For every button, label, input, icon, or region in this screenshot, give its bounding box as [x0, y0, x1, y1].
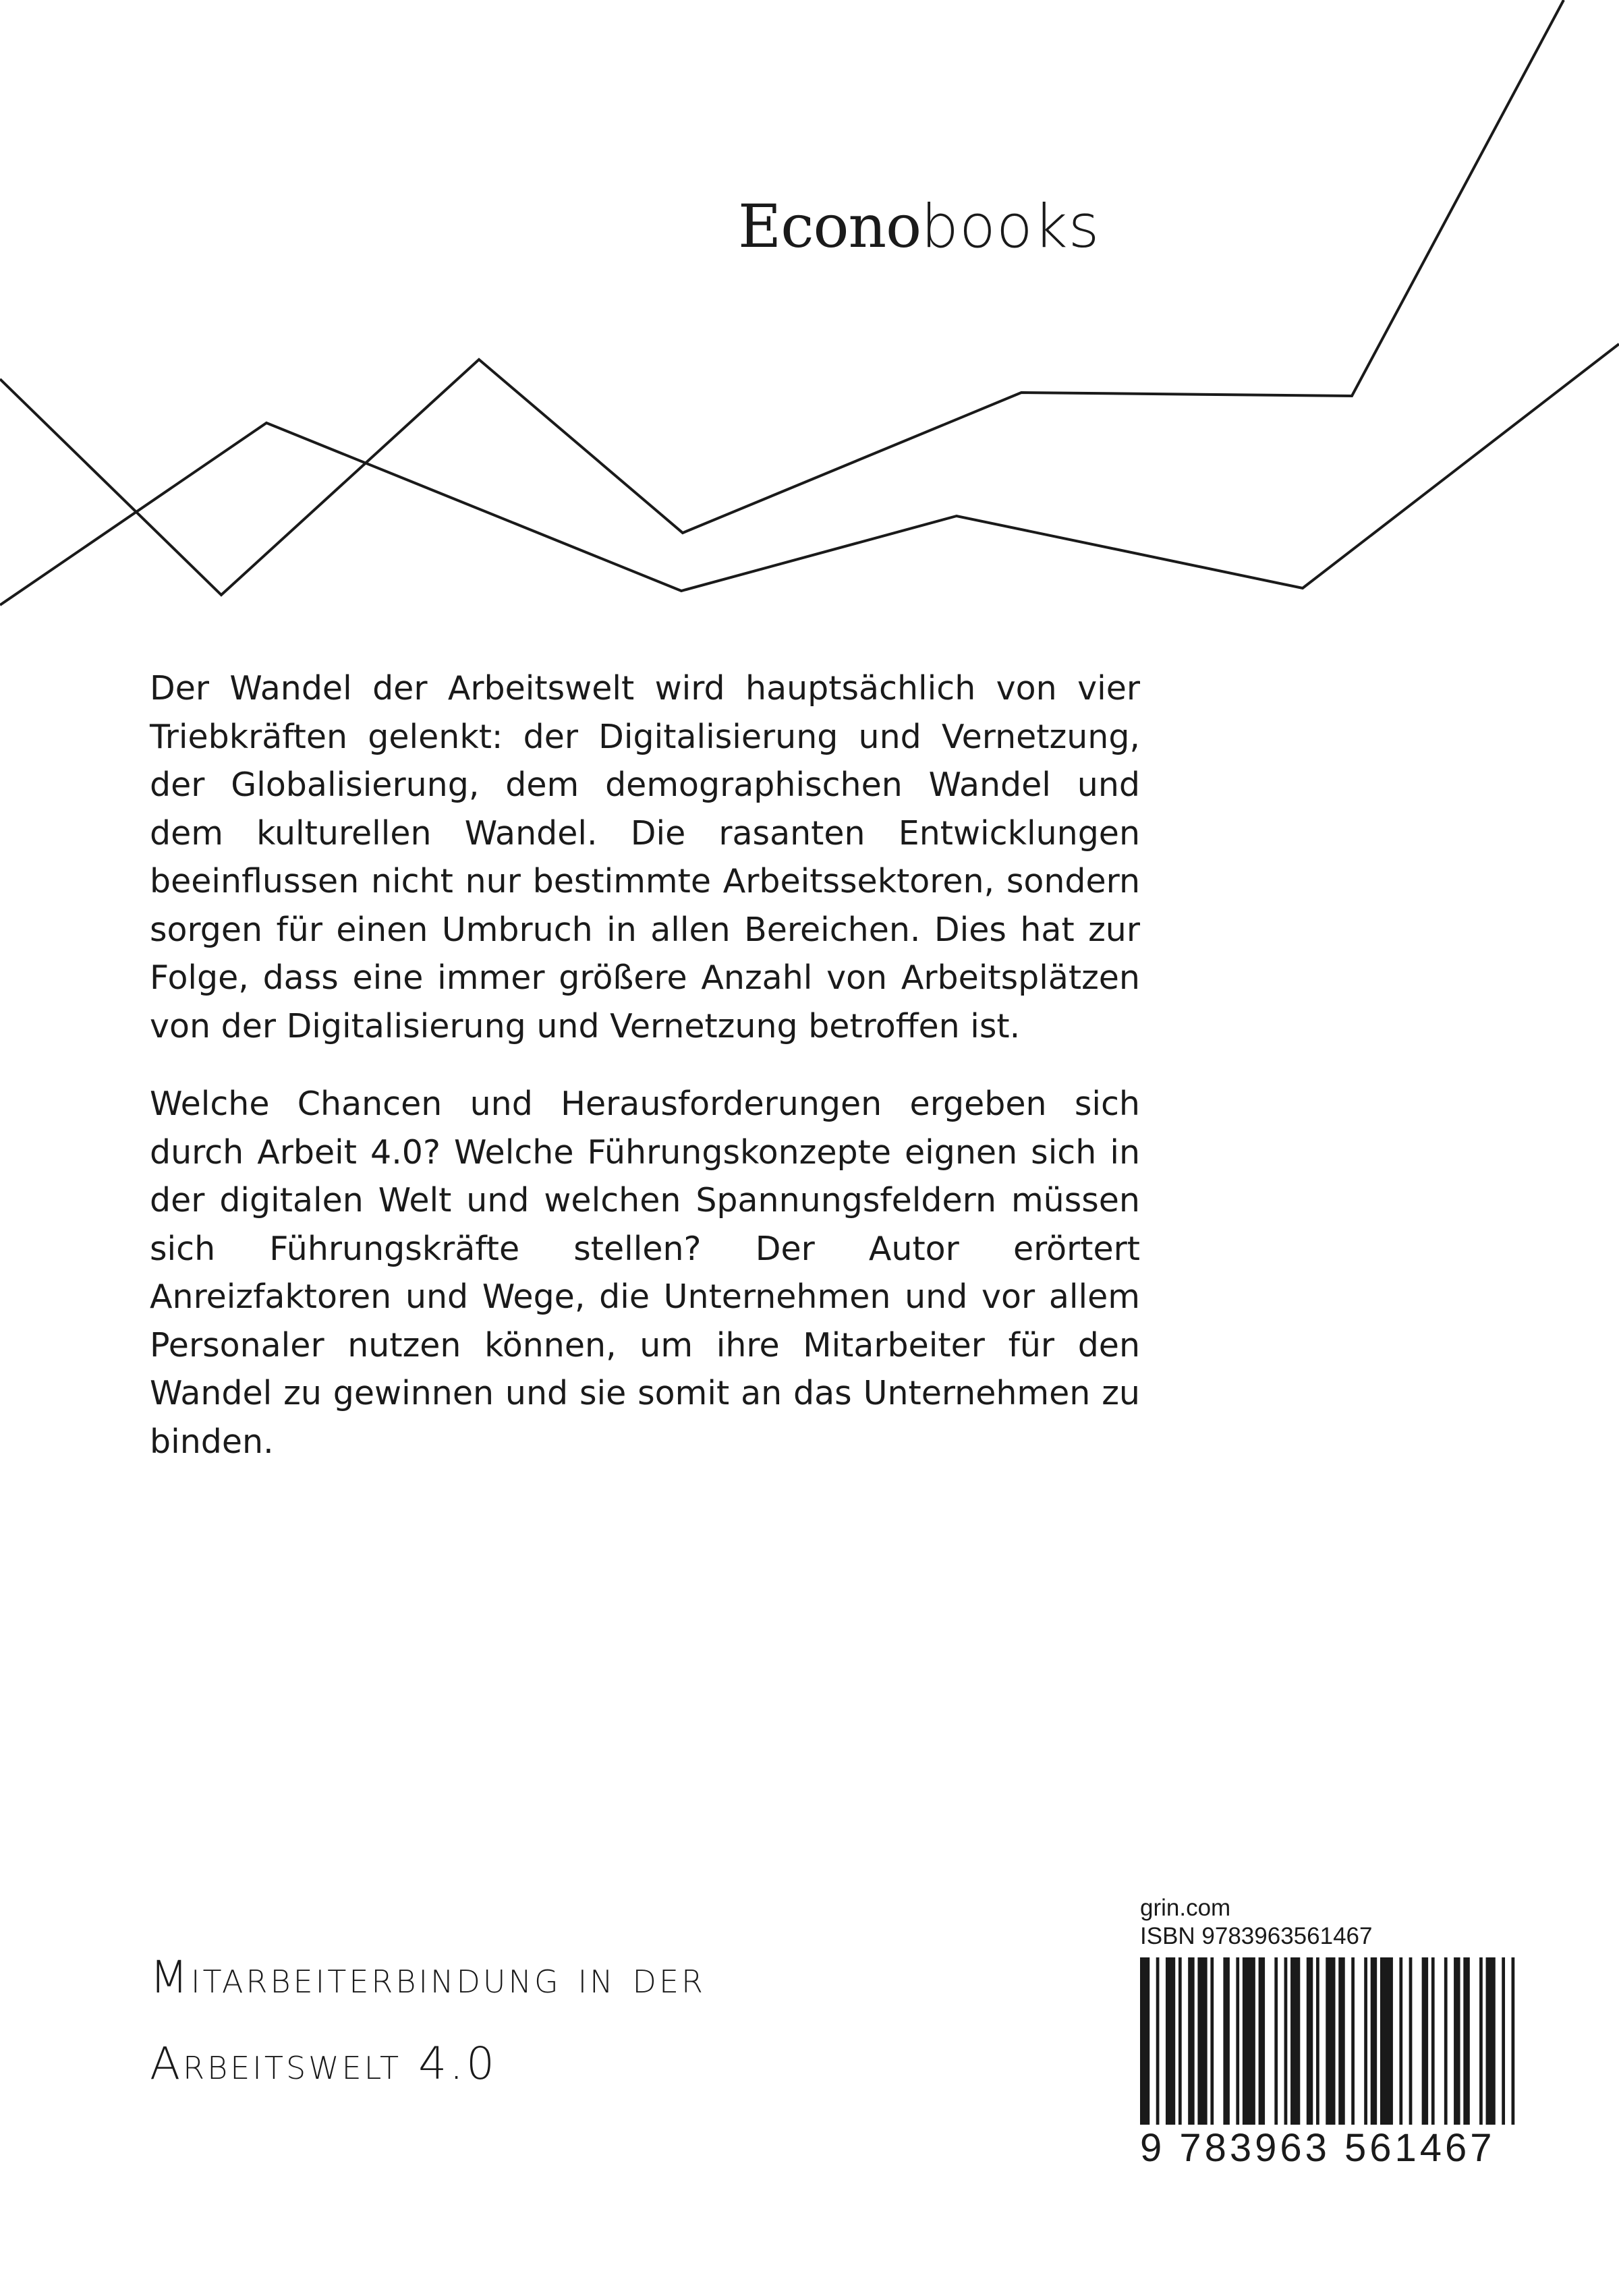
- barcode-bar: [1512, 1957, 1515, 2125]
- barcode-bar: [1243, 1957, 1255, 2125]
- logo-text-books: books: [921, 192, 1100, 261]
- barcode-bar: [1223, 1957, 1229, 2125]
- publisher-logo: [738, 192, 1100, 261]
- barcode-icon: [1140, 1957, 1518, 2125]
- barcode-bar: [1454, 1957, 1460, 2125]
- barcode-bar: [1399, 1957, 1402, 2125]
- barcode-bar: [1463, 1957, 1469, 2125]
- barcode-bar: [1351, 1957, 1355, 2125]
- book-title-line-2: Arbeitswelt 4.0: [150, 2038, 498, 2090]
- barcode-bar: [1409, 1957, 1413, 2125]
- barcode-bar: [1431, 1957, 1435, 2125]
- barcode-bar: [1290, 1957, 1300, 2125]
- description-paragraph-2: Welche Chancen und Herausforderungen ergeben sich durch Arbeit 4.0? Welche Führungskonzepte eignen sich in der digitalen Welt und welchen Spannungsfeldern müssen sich Führungskräfte stellen? Der Autor erörtert Anreizfaktoren und Wege, die Unternehmen und vor allem Personaler nutzen können, um ihre Mitarbeiter für den Wandel zu gewinnen und sie somit an das Unternehmen zu binden.: [150, 1085, 1140, 1461]
- barcode-bar: [1422, 1957, 1428, 2125]
- book-title: [150, 1934, 706, 2107]
- barcode-bar: [1326, 1957, 1335, 2125]
- imprint-block: [1140, 1894, 1372, 1951]
- barcode-bar: [1444, 1957, 1448, 2125]
- barcode-bar: [1274, 1957, 1278, 2125]
- barcode-bar: [1284, 1957, 1288, 2125]
- barcode-bar: [1486, 1957, 1496, 2125]
- barcode-bar: [1140, 1957, 1149, 2125]
- barcode-bar: [1316, 1957, 1319, 2125]
- barcode-bar: [1380, 1957, 1393, 2125]
- barcode-bar: [1371, 1957, 1377, 2125]
- barcode-bar: [1259, 1957, 1265, 2125]
- barcode-bar: [1479, 1957, 1483, 2125]
- publisher-website: grin.com: [1140, 1895, 1231, 1921]
- book-description: [150, 664, 1140, 1466]
- description-paragraph-1: Der Wandel der Arbeitswelt wird hauptsächlich von vier Triebkräften gelenkt: der Digitalisierung und Vernetzung, der Globalisierung, dem demographischen Wandel und dem kulturellen Wandel. Die rasanten Entwicklungen beeinflussen nicht nur bestimmte Arbeitssektoren, sondern sorgen für einen Umbruch in allen Bereichen. Dies hat zur Folge, dass eine immer größere Anzahl von Arbeitsplätzen von der Digitalisierung und Vernetzung betroffen ist.: [150, 669, 1140, 1045]
- barcode-bar: [1197, 1957, 1207, 2125]
- zigzag-line-b: [0, 0, 1564, 595]
- barcode-bar: [1156, 1957, 1160, 2125]
- barcode-bar: [1338, 1957, 1344, 2125]
- logo-text-econo: Econo: [738, 192, 921, 261]
- book-title-line-1: Mitarbeiterbindung in der: [150, 1951, 706, 2003]
- barcode-bar: [1166, 1957, 1175, 2125]
- barcode-bar: [1210, 1957, 1214, 2125]
- barcode-bar: [1307, 1957, 1313, 2125]
- barcode-bar: [1502, 1957, 1505, 2125]
- barcode-bar: [1178, 1957, 1182, 2125]
- zigzag-line-a: [0, 344, 1619, 605]
- barcode-bar: [1364, 1957, 1367, 2125]
- isbn-label: ISBN 9783963561467: [1140, 1923, 1373, 1949]
- barcode-bar: [1188, 1957, 1194, 2125]
- barcode-bar: [1236, 1957, 1239, 2125]
- barcode-digits: 9 783963 561467: [1140, 2126, 1496, 2170]
